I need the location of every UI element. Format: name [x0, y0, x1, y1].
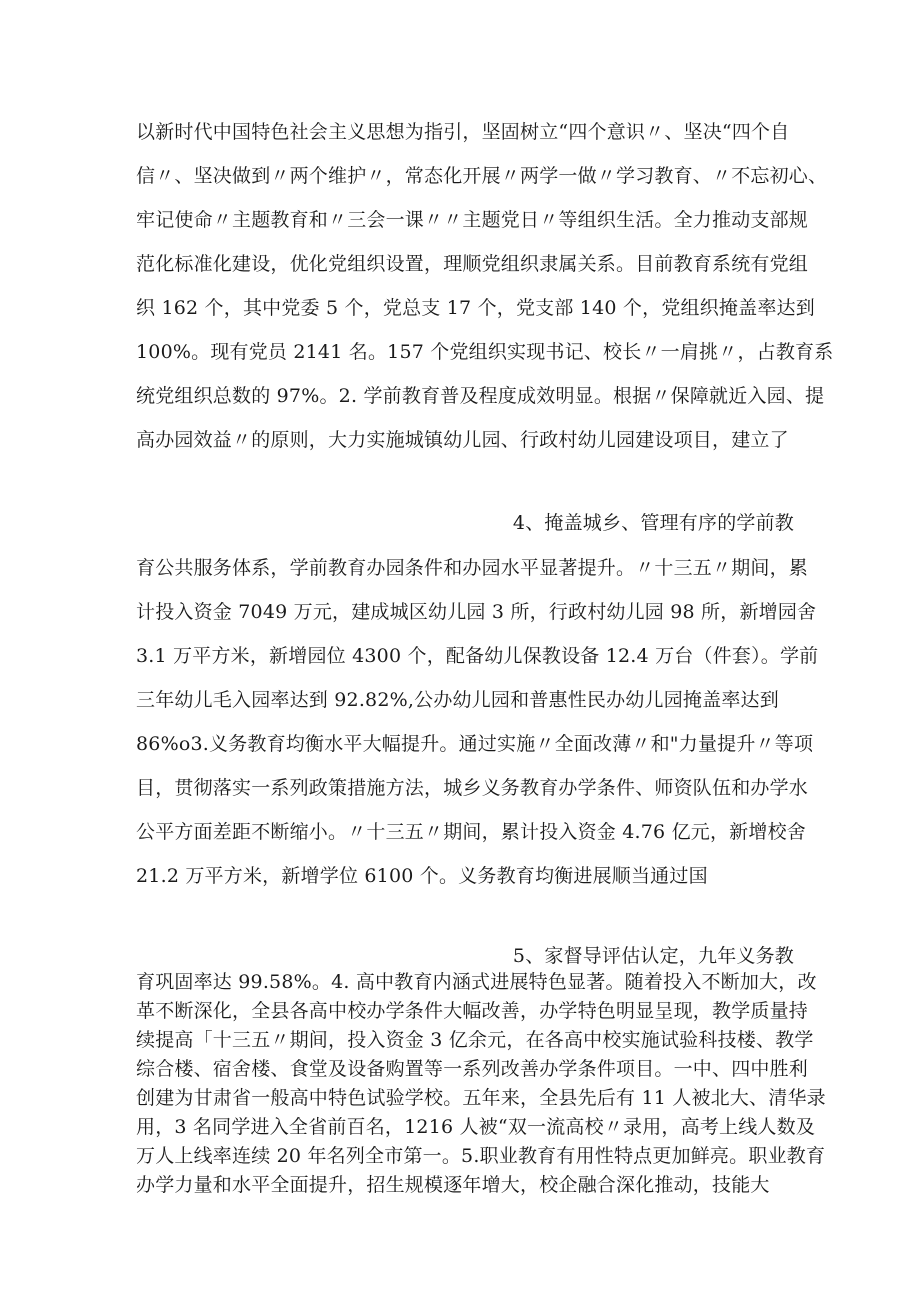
text-line: 信〃、坚决做到〃两个维护〃，常态化开展〃两学一做〃学习教育、〃不忘初心、 [136, 165, 828, 187]
text-line: 万人上线率连续 20 年名列全市第一。5.职业教育有用性特点更加鲜亮。职业教育 [136, 1145, 826, 1167]
text-line: 计投入资金 7049 万元，建成城区幼儿园 3 所，行政村幼儿园 98 所，新增园舍 [136, 601, 817, 623]
text-line: 目，贯彻落实一系列政策措施方法，城乡义务教育办学条件、师资队伍和办学水 [136, 777, 809, 799]
text-line: 公平方面差距不断缩小。〃十三五〃期间，累计投入资金 4.76 亿元，新增校舍 [136, 821, 806, 843]
text-line: 织 162 个，其中党委 5 个，党总支 17 个，党支部 140 个，党组织掩盖率达到 [136, 297, 815, 319]
item-5-line: 5、家督导评估认定，九年义务教 [512, 945, 794, 967]
text-line: 3.1 万平方米，新增园位 4300 个，配备幼儿保教设备 12.4 万台（件套）。学前 [136, 645, 819, 667]
text-line: 21.2 万平方米，新增学位 6100 个。义务教育均衡进展顺当通过国 [136, 865, 708, 887]
text-line: 范化标准化建设，优化党组织设置，理顺党组织隶属关系。目前教育系统有党组 [136, 253, 809, 275]
text-line: 统党组织总数的 97%。2. 学前教育普及程度成效明显。根据〃保障就近入园、提 [136, 385, 825, 407]
text-line: 育公共服务体系，学前教育办园条件和办园水平显著提升。〃十三五〃期间，累 [136, 557, 809, 579]
text-line: 革不断深化，全县各高中校办学条件大幅改善，办学特色明显呈现，教学质量持 [136, 1000, 809, 1022]
text-line: 以新时代中国特色社会主义思想为指引，坚固树立“四个意识〃、坚决“四个自 [136, 121, 790, 143]
text-line: 高办园效益〃的原则，大力实施城镇幼儿园、行政村幼儿园建设项目，建立了 [136, 429, 789, 451]
text-line: 续提高「十三五〃期间，投入资金 3 亿余元，在各高中校实施试验科技楼、教学 [136, 1029, 814, 1051]
text-line: 用，3 名同学进入全省前百名，1216 人被“双一流高校〃录用，高考上线人数及 [136, 1116, 816, 1138]
text-line: 牢记使命〃主题教育和〃三会一课〃〃主题党日〃等组织生活。全力推动支部规 [136, 209, 809, 231]
text-line: 创建为甘肃省一般高中特色试验学校。五年来，全县先后有 11 人被北大、清华录 [136, 1087, 826, 1109]
text-line: 育巩固率达 99.58%。4. 高中教育内涵式进展特色显著。随着投入不断加大，改 [136, 971, 817, 993]
text-line: 86%o3.义务教育均衡水平大幅提升。通过实施〃全面改薄〃和"力量提升〃等项 [136, 733, 814, 755]
text-line: 办学力量和水平全面提升，招生规模逐年增大，校企融合深化推动，技能大 [136, 1174, 770, 1196]
text-line: 100%。现有党员 2141 名。157 个党组织实现书记、校长〃一肩挑〃，占教育系 [136, 341, 834, 363]
text-line: 综合楼、宿舍楼、食堂及设备购置等一系列改善办学条件项目。一中、四中胜利 [136, 1058, 809, 1080]
text-line: 三年幼儿毛入园率达到 92.82%,公办幼儿园和普惠性民办幼儿园掩盖率达到 [136, 689, 779, 711]
item-4-line: 4、掩盖城乡、管理有序的学前教 [512, 512, 794, 534]
